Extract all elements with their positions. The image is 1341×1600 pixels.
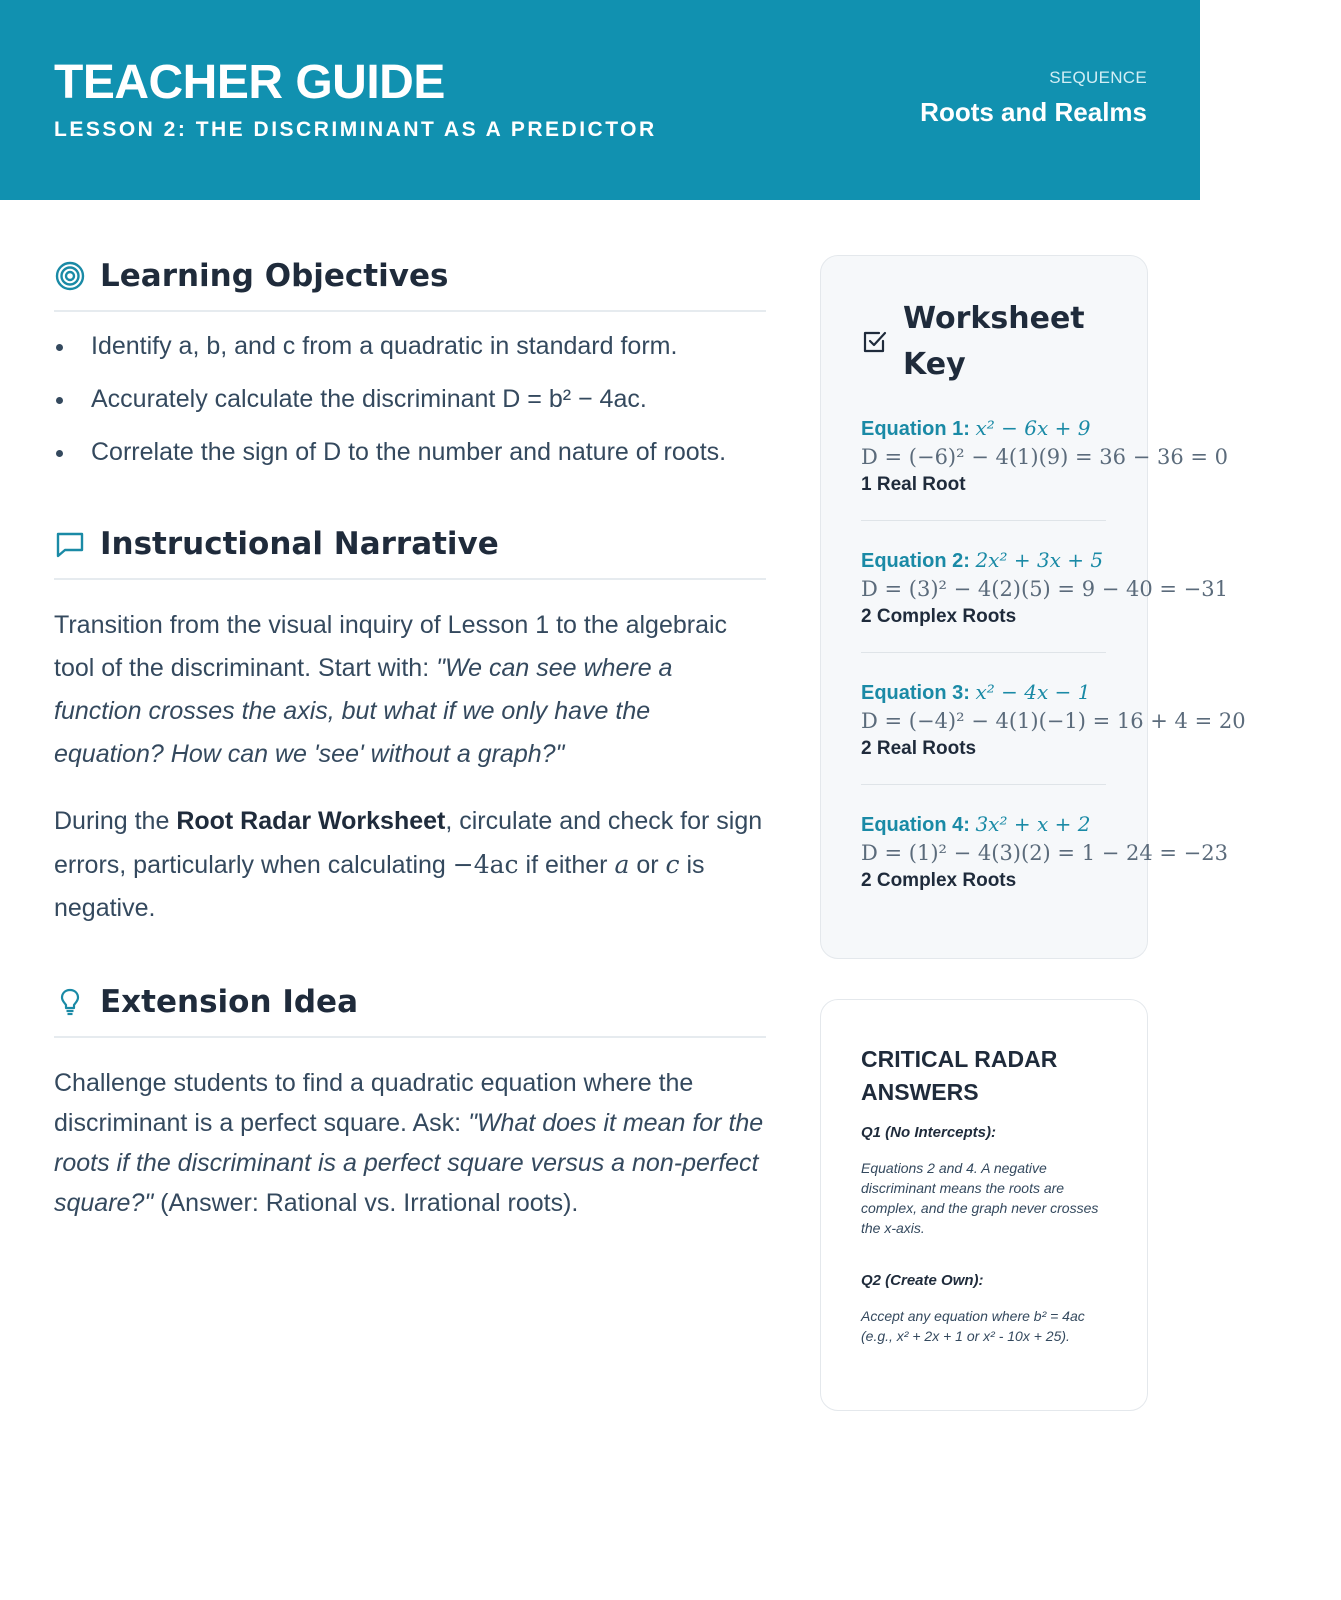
objectives-list — [54, 312, 766, 472]
narrative-heading: Instructional Narrative — [100, 526, 499, 562]
checkbox-icon — [861, 328, 889, 356]
radar-heading: CRITICAL RADAR ANSWERS — [861, 1046, 1058, 1105]
sequence-name: Roots and Realms — [920, 97, 1147, 127]
narrative-body — [54, 580, 766, 930]
objectives-heading: Learning Objectives — [100, 258, 449, 294]
objective-item: Accurately calculate the discriminant D = b² − 4ac. — [54, 379, 766, 419]
equation-entry: Equation 3: x² − 4x − 1 D = (−4)² − 4(1)(−1) = 16 + 4 = 20 2 Real Roots — [861, 680, 1246, 759]
worksheet-key-heading: Worksheet Key — [903, 301, 1085, 382]
equation-entry: Equation 2: 2x² + 3x + 5 D = (3)² − 4(2)(5) = 9 − 40 = −31 2 Complex Roots — [861, 548, 1228, 627]
target-icon — [54, 260, 86, 292]
main-column — [54, 250, 766, 1223]
lightbulb-icon — [54, 986, 86, 1018]
divider — [861, 520, 1106, 521]
objective-item: Identify a, b, and c from a quadratic in standard form. — [54, 326, 766, 366]
radar-answer: Accept any equation where b² = 4ac (e.g., x² + 2x + 1 or x² - 10x + 25). — [861, 1308, 1085, 1344]
page-header — [0, 0, 1200, 200]
equation-entry: Equation 1: x² − 6x + 9 D = (−6)² − 4(1)(9) = 36 − 36 = 0 1 Real Root — [861, 416, 1228, 495]
objective-item: Correlate the sign of D to the number and nature of roots. — [54, 432, 766, 472]
page-title: TEACHER GUIDE — [54, 56, 445, 109]
radar-answers-card — [820, 999, 1148, 1411]
radar-answer: Equations 2 and 4. A negative discriminant means the roots are complex, and the graph never crosses the x-axis. — [861, 1160, 1099, 1236]
radar-question: Q1 (No Intercepts): — [861, 1124, 997, 1141]
extension-header — [54, 976, 766, 1038]
worksheet-key-card — [820, 255, 1246, 959]
extension-heading: Extension Idea — [100, 984, 358, 1020]
speech-bubble-icon — [54, 528, 86, 560]
narrative-header — [54, 518, 766, 580]
divider — [861, 652, 1106, 653]
objectives-header — [54, 250, 766, 312]
narrative-paragraph: During the Root Radar Worksheet, circulate and check for sign errors, particularly when calculating −4ac if either a or c is negative. — [54, 807, 763, 922]
equation-entry: Equation 4: 3x² + x + 2 D = (1)² − 4(3)(2) = 1 − 24 = −23 2 Complex Roots — [861, 812, 1228, 891]
radar-question: Q2 (Create Own): — [861, 1272, 984, 1289]
sequence-label: SEQUENCE — [1049, 68, 1147, 87]
extension-paragraph: Challenge students to find a quadratic equation where the discriminant is a perfect square. Ask: "What does it mean for the roots if the discriminant is a perfect square versus a non-perfect square?" (Answer: Rational vs. Irrational roots). — [54, 1069, 764, 1217]
narrative-paragraph: Transition from the visual inquiry of Lesson 1 to the algebraic tool of the discriminant. Start with: "We can see where a function crosses the axis, but what if we only have the equation? How can we 'see' without a graph?" — [54, 611, 728, 768]
extension-body — [54, 1038, 766, 1223]
lesson-subtitle: LESSON 2: THE DISCRIMINANT AS A PREDICTOR — [54, 118, 657, 141]
worksheet-key-header — [861, 296, 1083, 388]
divider — [861, 784, 1106, 785]
